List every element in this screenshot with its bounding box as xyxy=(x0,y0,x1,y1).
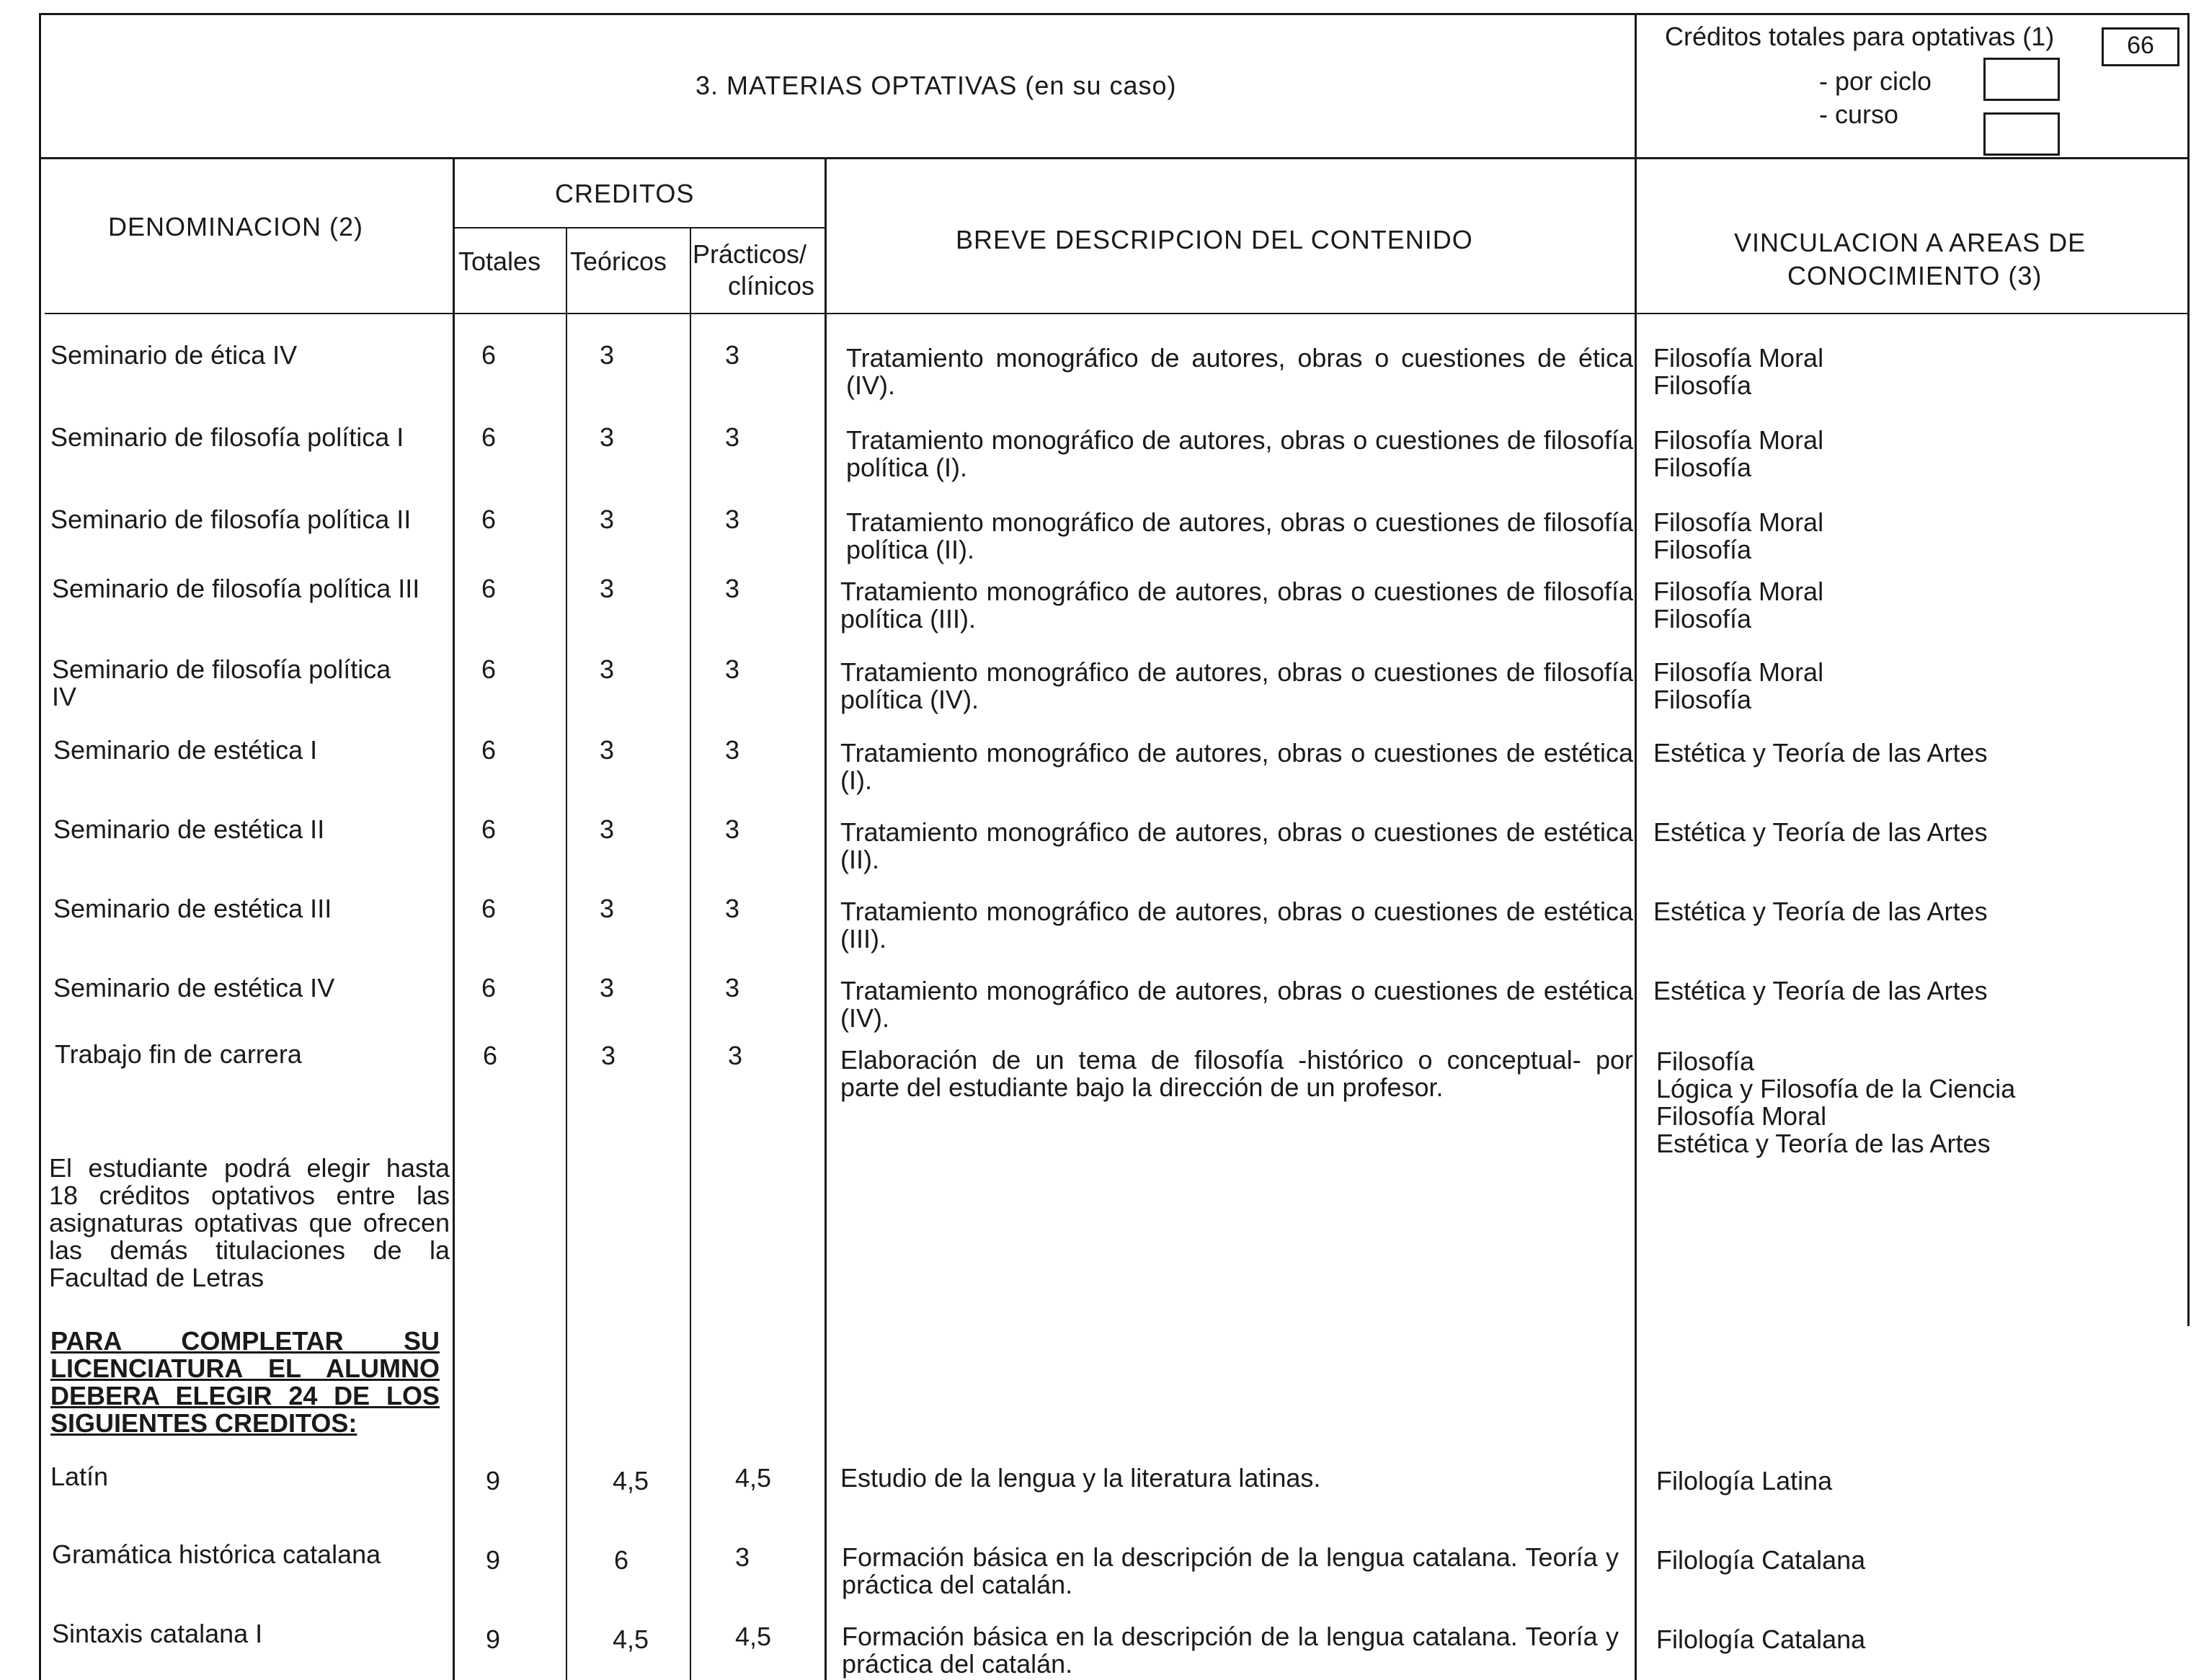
row-practicos: 4,5 xyxy=(735,1622,772,1651)
row-practicos: 3 xyxy=(725,574,740,603)
row-areas: Estética y Teoría de las Artes xyxy=(1653,738,1988,768)
row-practicos: 3 xyxy=(725,973,740,1003)
col-practicos-line2: clínicos xyxy=(728,271,815,301)
row-practicos: 3 xyxy=(725,814,740,844)
col-vinculacion-line1: VINCULACION A AREAS DE xyxy=(1734,228,2086,257)
col-teoricos: Teóricos xyxy=(570,246,667,276)
row-areas: Filosofía Moral Filosofía xyxy=(1653,657,1824,714)
row-teoricos: 3 xyxy=(600,814,615,844)
frame-right-line xyxy=(2187,13,2190,1326)
row-name: Seminario de ética IV xyxy=(50,340,298,370)
curso-label: - curso xyxy=(1819,99,1899,129)
row-practicos: 3 xyxy=(728,1041,743,1070)
row-name: Trabajo fin de carrera xyxy=(55,1039,302,1069)
row-areas: Filosofía Lógica y Filosofía de la Ciencia Filosofía Moral Estética y Teoría de las Artes xyxy=(1656,1046,2016,1158)
row-teoricos: 3 xyxy=(600,340,615,370)
row-description: Estudio de la lengua y la literatura latinas. xyxy=(840,1463,1321,1493)
row-name: Seminario de estética II xyxy=(53,814,325,844)
row-practicos: 3 xyxy=(725,505,740,534)
row-name: Seminario de filosofía política III xyxy=(52,574,420,603)
col-line-practicos xyxy=(825,157,827,1680)
col-line-teoricos xyxy=(690,227,691,1680)
row-name: Seminario de estética III xyxy=(53,894,332,923)
row-totales: 6 xyxy=(481,735,497,765)
row-totales: 9 xyxy=(486,1625,501,1654)
row-totales: 6 xyxy=(481,574,497,603)
row-description: Tratamiento monográfico de autores, obras o cuestiones de filosofía política (II). xyxy=(846,507,1633,564)
frame-left-line xyxy=(39,13,41,1680)
row-teoricos: 3 xyxy=(600,574,615,603)
credits-total-value: 66 xyxy=(2127,32,2154,59)
row-practicos: 3 xyxy=(725,654,740,684)
col-line-denominacion xyxy=(453,157,455,1680)
row-teoricos: 3 xyxy=(601,1041,616,1070)
row-practicos: 3 xyxy=(725,340,740,370)
row-name: Seminario de estética IV xyxy=(53,973,335,1003)
row-areas: Filosofía Moral Filosofía xyxy=(1653,343,1824,400)
row-description: Elaboración de un tema de filosofía -histórico o conceptual- por parte del estudiante bajo la dirección de un profesor. xyxy=(840,1045,1633,1102)
row-teoricos: 3 xyxy=(600,735,615,765)
complete-heading: PARA COMPLETAR SU LICENCIATURA EL ALUMNO DEBERA ELEGIR 24 DE LOS SIGUIENTES CREDITOS: xyxy=(50,1326,440,1438)
por-ciclo-label: - por ciclo xyxy=(1819,66,1932,96)
row-description: Tratamiento monográfico de autores, obras o cuestiones de estética (II). xyxy=(840,817,1633,874)
row-practicos: 4,5 xyxy=(735,1463,772,1493)
col-totales: Totales xyxy=(458,246,541,276)
row-name: Sintaxis catalana I xyxy=(52,1619,263,1648)
credits-total-label: Créditos totales para optativas (1) xyxy=(1665,22,2055,51)
page-title: 3. MATERIAS OPTATIVAS (en su caso) xyxy=(695,71,1177,100)
row-areas: Filosofía Moral Filosofía xyxy=(1653,425,1824,482)
row-description: Formación básica en la descripción de la lengua catalana. Teoría y práctica del catalán. xyxy=(842,1542,1619,1599)
row-areas: Filosofía Moral Filosofía xyxy=(1653,507,1824,564)
row-totales: 6 xyxy=(481,654,497,684)
col-descripcion: BREVE DESCRIPCION DEL CONTENIDO xyxy=(956,225,1473,254)
row-description: Tratamiento monográfico de autores, obras o cuestiones de estética (III). xyxy=(840,897,1633,954)
row-teoricos: 3 xyxy=(600,894,615,923)
col-practicos-line1: Prácticos/ xyxy=(693,239,807,269)
curso-box xyxy=(1983,112,2060,156)
credits-total-box xyxy=(2102,27,2179,66)
row-totales: 9 xyxy=(486,1466,501,1495)
row-description: Tratamiento monográfico de autores, obras o cuestiones de filosofía política (III). xyxy=(840,577,1633,634)
row-areas: Filosofía Moral Filosofía xyxy=(1653,577,1824,634)
row-description: Formación básica en la descripción de la lengua catalana. Teoría y práctica del catalán. xyxy=(842,1622,1619,1679)
row-practicos: 3 xyxy=(735,1542,750,1572)
row-teoricos: 4,5 xyxy=(613,1466,649,1495)
col-denominacion: DENOMINACION (2) xyxy=(108,212,364,241)
col-line-totales xyxy=(566,227,567,1680)
row-totales: 6 xyxy=(481,814,497,844)
row-totales: 6 xyxy=(481,505,497,534)
creditos-sub-line xyxy=(453,227,825,228)
row-teoricos: 3 xyxy=(600,973,615,1003)
col-vinculacion-line2: CONOCIMIENTO (3) xyxy=(1787,261,2043,290)
row-teoricos: 3 xyxy=(600,505,615,534)
frame-top-line xyxy=(39,13,2190,15)
row-totales: 6 xyxy=(481,340,497,370)
header-bottom-line xyxy=(39,157,2190,159)
row-areas: Estética y Teoría de las Artes xyxy=(1653,817,1988,847)
row-name: Seminario de filosofía política I xyxy=(50,422,404,452)
row-teoricos: 4,5 xyxy=(613,1625,649,1654)
row-practicos: 3 xyxy=(725,735,740,765)
row-areas: Filología Catalana xyxy=(1656,1545,1866,1575)
row-name: Latín xyxy=(50,1462,109,1491)
row-teoricos: 3 xyxy=(600,654,615,684)
header-divider-line xyxy=(1635,13,1637,1680)
row-name: Seminario de filosofía política xyxy=(52,654,391,684)
row-name: Gramática histórica catalana xyxy=(52,1539,381,1569)
col-creditos: CREDITOS xyxy=(555,179,695,208)
row-totales: 6 xyxy=(481,894,497,923)
row-description: Tratamiento monográfico de autores, obras o cuestiones de filosofía política (IV). xyxy=(840,657,1633,714)
row-teoricos: 3 xyxy=(600,422,615,452)
row-description: Tratamiento monográfico de autores, obras o cuestiones de ética (IV). xyxy=(846,343,1633,400)
row-areas: Filología Latina xyxy=(1656,1466,1833,1495)
row-totales: 6 xyxy=(481,973,497,1003)
row-name: Seminario de estética I xyxy=(53,735,318,765)
row-areas: Estética y Teoría de las Artes xyxy=(1653,976,1988,1005)
row-totales: 6 xyxy=(481,422,497,452)
row-description: Tratamiento monográfico de autores, obras o cuestiones de estética (I). xyxy=(840,738,1633,795)
row-areas: Filología Catalana xyxy=(1656,1625,1866,1654)
row-description: Tratamiento monográfico de autores, obras o cuestiones de estética (IV). xyxy=(840,976,1633,1033)
row-description: Tratamiento monográfico de autores, obras o cuestiones de filosofía política (I). xyxy=(846,425,1633,482)
row-totales: 6 xyxy=(483,1041,498,1070)
row-practicos: 3 xyxy=(725,422,740,452)
row-name: Seminario de filosofía política II xyxy=(50,505,412,534)
row-name-cont: IV xyxy=(52,682,77,711)
row-areas: Estética y Teoría de las Artes xyxy=(1653,897,1988,926)
por-ciclo-box xyxy=(1983,58,2060,101)
row-totales: 9 xyxy=(486,1545,501,1575)
col-header-bottom-line xyxy=(45,313,2190,314)
elective-note: El estudiante podrá elegir hasta 18 créditos optativos entre las asignaturas optativas que ofrecen las demás titulaciones de la Facultad de Letras xyxy=(49,1153,450,1292)
row-teoricos: 6 xyxy=(614,1545,629,1575)
row-practicos: 3 xyxy=(725,894,740,923)
